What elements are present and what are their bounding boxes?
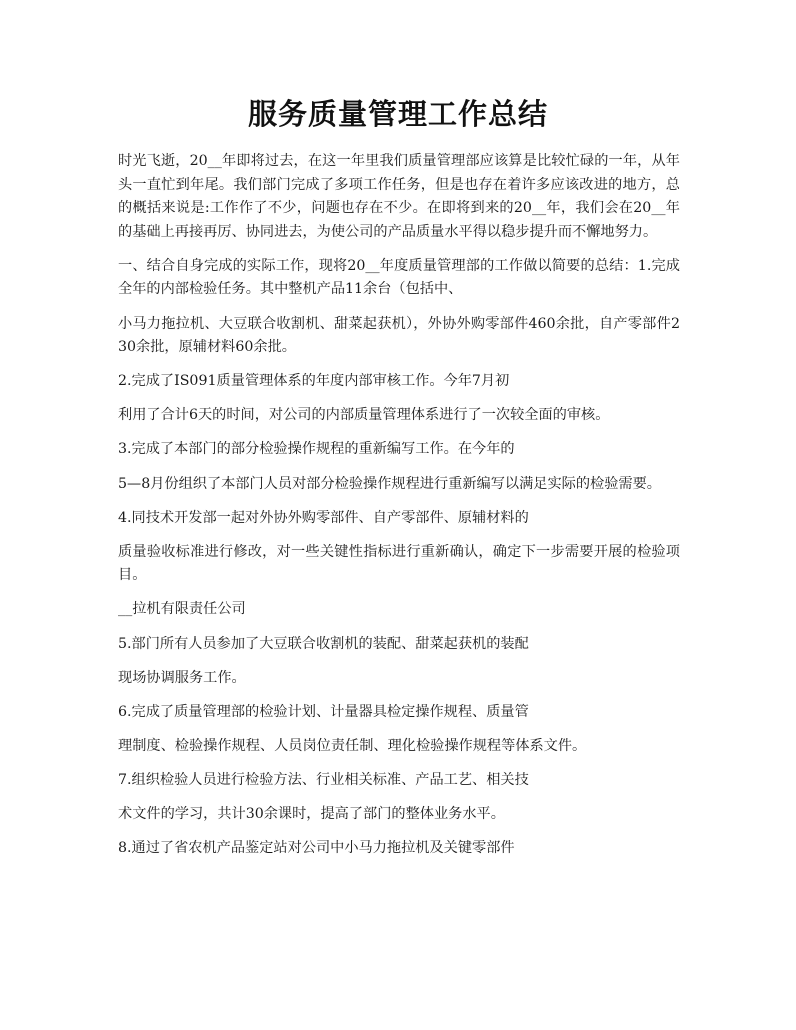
paragraph-intro: 时光飞逝，20__年即将过去，在这一年里我们质量管理部应该算是比较忙碌的一年，从年头一直忙到年尾。我们部门完成了多项工作任务，但是也存在着许多应该改进的地方，总的概括来说是:工作作了不少，问题也存在不少。在即将到来的20__年，我们会在20__年的基础上再接再厉、协同进去，为使公司的产品质量水平得以稳步提升而不懈地努力。 xyxy=(118,153,680,240)
paragraph-item-8: 8.通过了省农机产品鉴定站对公司中小马力拖拉机及关键零部件 xyxy=(118,840,515,857)
paragraph-item-6: 6.完成了质量管理部的检验计划、计量器具检定操作规程、质量管 xyxy=(118,703,529,720)
paragraph-item-5-cont: 现场协调服务工作。 xyxy=(118,669,246,686)
paragraph-item-3-cont: 5—8月份组织了本部门人员对部分检验操作规程进行重新编写以满足实际的检验需要。 xyxy=(118,475,661,492)
document-title: 服务质量管理工作总结 xyxy=(247,97,548,131)
paragraph-item-1-cont: 小马力拖拉机、大豆联合收割机、甜菜起获机），外协外购零部件460余批，自产零部件230余批，原辅材料60余批。 xyxy=(118,315,680,356)
paragraph-company-name: __拉机有限责任公司 xyxy=(118,601,246,618)
paragraph-item-2-cont: 利用了合计6天的时间，对公司的内部质量管理体系进行了一次较全面的审核。 xyxy=(118,407,610,424)
paragraph-item-7-cont: 术文件的学习，共计30余课时，提高了部门的整体业务水平。 xyxy=(118,805,505,822)
document-body xyxy=(118,150,680,871)
paragraph-item-5: 5.部门所有人员参加了大豆联合收割机的装配、甜菜起获机的装配 xyxy=(118,635,529,652)
paragraph-item-6-cont: 理制度、检验操作规程、人员岗位责任制、理化检验操作规程等体系文件。 xyxy=(118,737,587,754)
paragraph-summary-intro: 一、结合自身完成的实际工作，现将20__年度质量管理部的工作做以简要的总结：1.完成全年的内部检验任务。其中整机产品11余台（包括中、 xyxy=(118,257,680,298)
paragraph-item-3: 3.完成了本部门的部分检验操作规程的重新编写工作。在今年的 xyxy=(118,441,515,458)
paragraph-item-2: 2.完成了IS091质量管理体系的年度内部审核工作。今年7月初 xyxy=(118,373,510,390)
paragraph-item-7: 7.组织检验人员进行检验方法、行业相关标准、产品工艺、相关技 xyxy=(118,771,529,788)
paragraph-item-4: 4.同技术开发部一起对外协外购零部件、自产零部件、原辅材料的 xyxy=(118,509,529,526)
paragraph-item-4-cont: 质量验收标准进行修改，对一些关键性指标进行重新确认，确定下一步需要开展的检验项目。 xyxy=(118,543,680,584)
